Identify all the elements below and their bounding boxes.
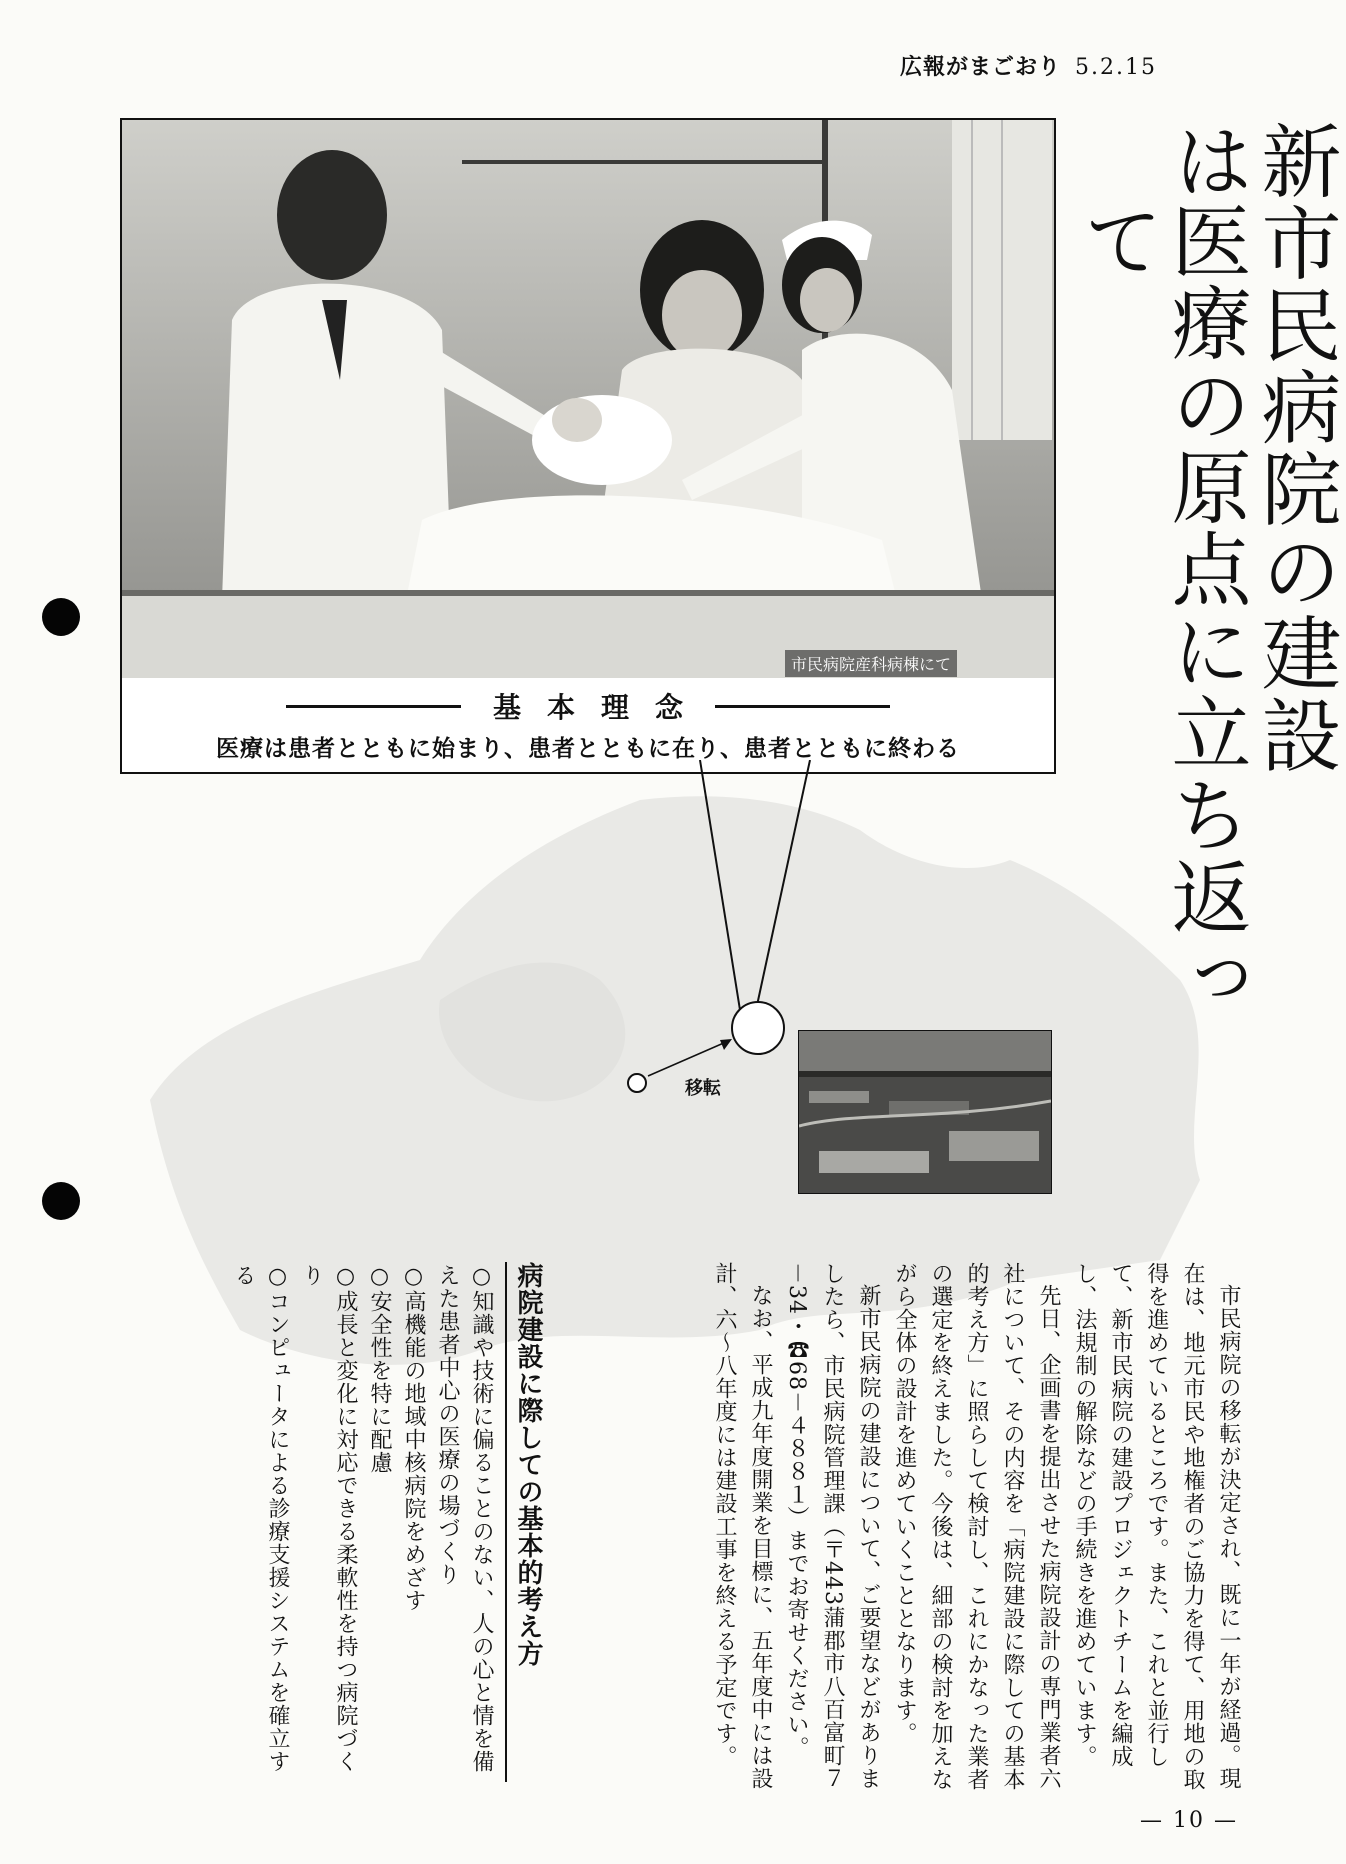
principle-title-row (122, 688, 1054, 724)
guideline-item: ○安全性を特に配慮 (367, 1264, 392, 1474)
paragraph: なお、平成九年度開業を目標に、五年度中には設計、六～八年度には建設工事を終える予定です。 (712, 1262, 773, 1790)
paragraph: 先日、企画書を提出させた病院設計の専門業者六社について、その内容を「病院建設に際しての基本的考え方」に照らして検討し、これにかなった業者の選定を終えました。今後は、細部の検討を加えながら全体の設計を進めていくこととなります。 (892, 1262, 1061, 1791)
binder-hole-bottom (42, 1182, 80, 1220)
headline-line-2: 医療の原点に立ち返って (1070, 200, 1251, 1020)
title-rule-left (286, 705, 461, 708)
issue-date: 5.2.15 (1075, 55, 1157, 80)
principle-title: 基本理念 (492, 691, 709, 724)
guideline-item: ○高機能の地域中核病院をめざす (401, 1264, 426, 1612)
basic-principle-box (120, 678, 1056, 774)
relocation-label: 移転 (685, 1078, 721, 1099)
title-rule-right (715, 705, 890, 708)
headline-line-1: 新市民病院の建設は (1160, 120, 1341, 776)
paragraph: 市民病院の移転が決定され、既に一年が経過。現在は、地元市民や地権者のご協力を得て、用地の取得を進めているところです。また、これと並行して、新市民病院の建設プロジェクトチームを編成し、法規制の解除などの手続きを進めています。 (1072, 1262, 1241, 1791)
aerial-site-photo (798, 1030, 1052, 1194)
binder-hole-top (42, 598, 80, 636)
page-number: — 10 — (1140, 1808, 1238, 1833)
publication-name: 広報がまごおり (900, 55, 1062, 80)
guideline-item: ○コンピュータによる診療支援システムを確立する (231, 1264, 290, 1773)
page-header (900, 50, 1200, 90)
paragraph: 新市民病院の建設について、ご要望などがありましたら、市民病院管理課（〒443蒲郡市八百富町７－34・☎68－４８８１）までお寄せください。 (784, 1262, 881, 1790)
guideline-item: ○成長と変化に対応できる柔軟性を持つ病院づくり (299, 1264, 358, 1773)
principle-text: 医療は患者とともに始まり、患者とともに在り、患者とともに終わる (216, 736, 960, 762)
guidelines-heading: 病院建設に際しての基本的考え方 (505, 1262, 545, 1782)
guideline-item: ○知識や技術に偏ることのない、人の心と情を備えた患者中心の医療の場づくり (435, 1264, 494, 1773)
maternity-ward-photo (120, 118, 1056, 680)
guidelines-list (118, 1264, 498, 1784)
article-body (546, 1262, 1246, 1802)
photo-caption: 市民病院産科病棟にて (785, 650, 957, 677)
